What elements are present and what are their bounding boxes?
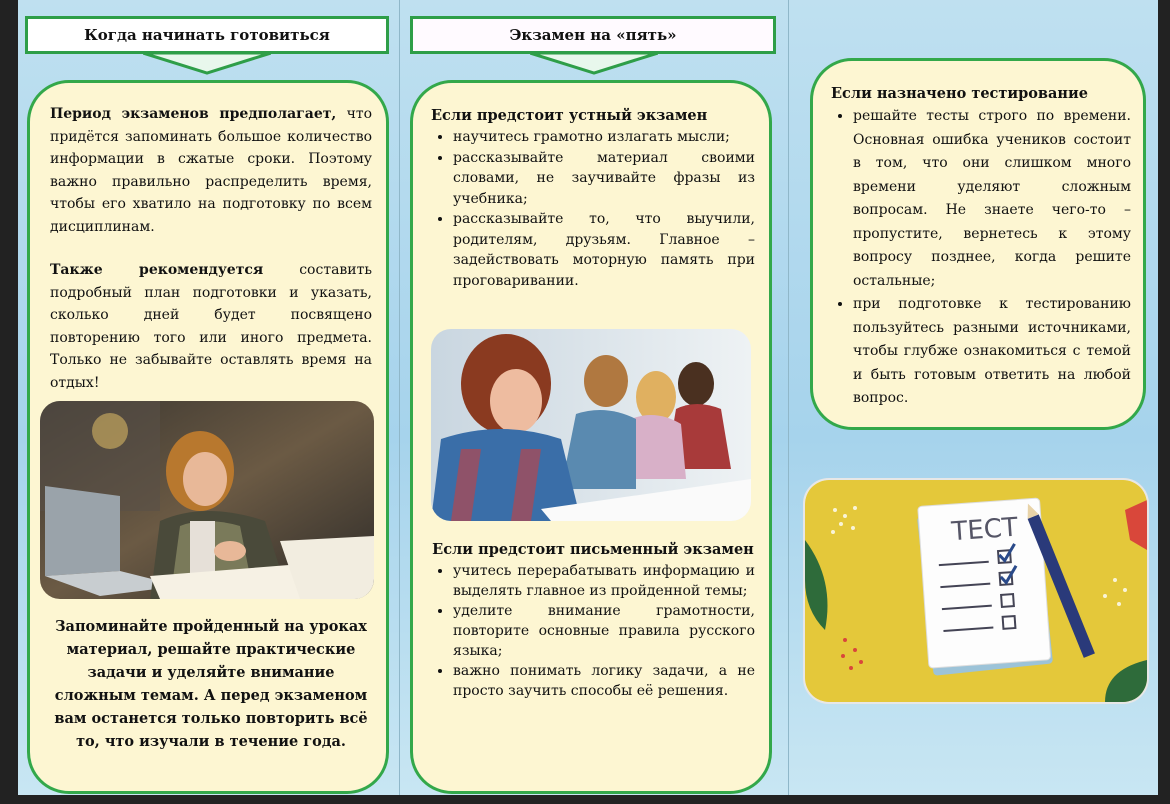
- written-item: • учитесь перерабатывать информацию и выделять главное из пройденной темы;: [453, 561, 755, 601]
- brochure: [18, 0, 1158, 795]
- test-heading: Если назначено тестирование: [831, 85, 1088, 102]
- written-heading: Если предстоит письменный экзамен: [432, 541, 754, 558]
- oral-item: • научитесь грамотно излагать мысли;: [453, 127, 755, 148]
- studying-girl-photo: [40, 401, 374, 599]
- written-item: • важно понимать логику задачи, а не просто заучить способы её решения.: [453, 661, 755, 701]
- oral-item: • рассказывайте то, что выучили, родителям, друзьям. Главное – задействовать моторную память при проговаривании.: [453, 209, 755, 291]
- students-writing-photo: [431, 329, 751, 521]
- col1-tab: [25, 16, 389, 54]
- written-item: • уделите внимание грамотности, повторите основные правила русского языка;: [453, 601, 755, 661]
- oral-item: • рассказывайте материал своими словами, не заучивайте фразы из учебника;: [453, 148, 755, 210]
- col1-panel: [27, 80, 389, 794]
- col1-paragraph-2: [50, 259, 372, 394]
- col2-tab-title: Экзамен на «пять»: [509, 26, 677, 44]
- test-list: [831, 105, 1131, 411]
- oral-section: [431, 105, 755, 291]
- col1-paragraph-1: [50, 103, 372, 238]
- col1-p1-text: что придётся запоминать большое количество информации в сжатые сроки. Поэтому важно правильно распределить время, чтобы его хватило на подготовку по всем дисциплинам.: [50, 106, 372, 235]
- col1-footer-text: Запоминайте пройденный на уроках материал, решайте практические задачи и уделяйте внимание сложным темам. А перед экзаменом вам останется только повторить всё то, что изучали в течение года.: [54, 618, 368, 750]
- col1-tab-arrow: [143, 53, 271, 75]
- col2-tab: [410, 16, 776, 54]
- col3-panel: [810, 58, 1146, 430]
- oral-list: [431, 127, 755, 291]
- written-list: [431, 561, 755, 701]
- test-illustration: [803, 478, 1149, 704]
- col1-p2-bold: Также рекомендуется: [50, 262, 264, 278]
- col1-p1-bold: Период экзаменов предполагает,: [50, 106, 337, 122]
- col2-panel: [410, 80, 772, 794]
- col1-tab-title: Когда начинать готовиться: [84, 26, 330, 44]
- test-item: • при подготовке к тестированию пользуйтесь разными источниками, чтобы глубже ознакомиться с темой и быть готовым ответить на любой вопрос.: [853, 293, 1131, 411]
- test-section: [831, 83, 1131, 411]
- fold-line-2: [788, 0, 789, 795]
- col1-p2-text: составить подробный план подготовки и указать, сколько дней будет посвящено повторению того или иного предмета. Только не забывайте оставлять время на отдых!: [50, 262, 372, 391]
- test-card-word: ТЕСТ: [950, 512, 1019, 548]
- written-section: [431, 539, 755, 701]
- test-item: • решайте тесты строго по времени. Основная ошибка учеников состоит в том, что они слишком много времени уделяют сложным вопросам. Не знаете чего-то – пропустите, вернетесь к этому вопросу позднее, когда решите остальные;: [853, 105, 1131, 293]
- col2-tab-arrow: [530, 53, 658, 75]
- oral-heading: Если предстоит устный экзамен: [431, 107, 708, 124]
- fold-line-1: [399, 0, 400, 795]
